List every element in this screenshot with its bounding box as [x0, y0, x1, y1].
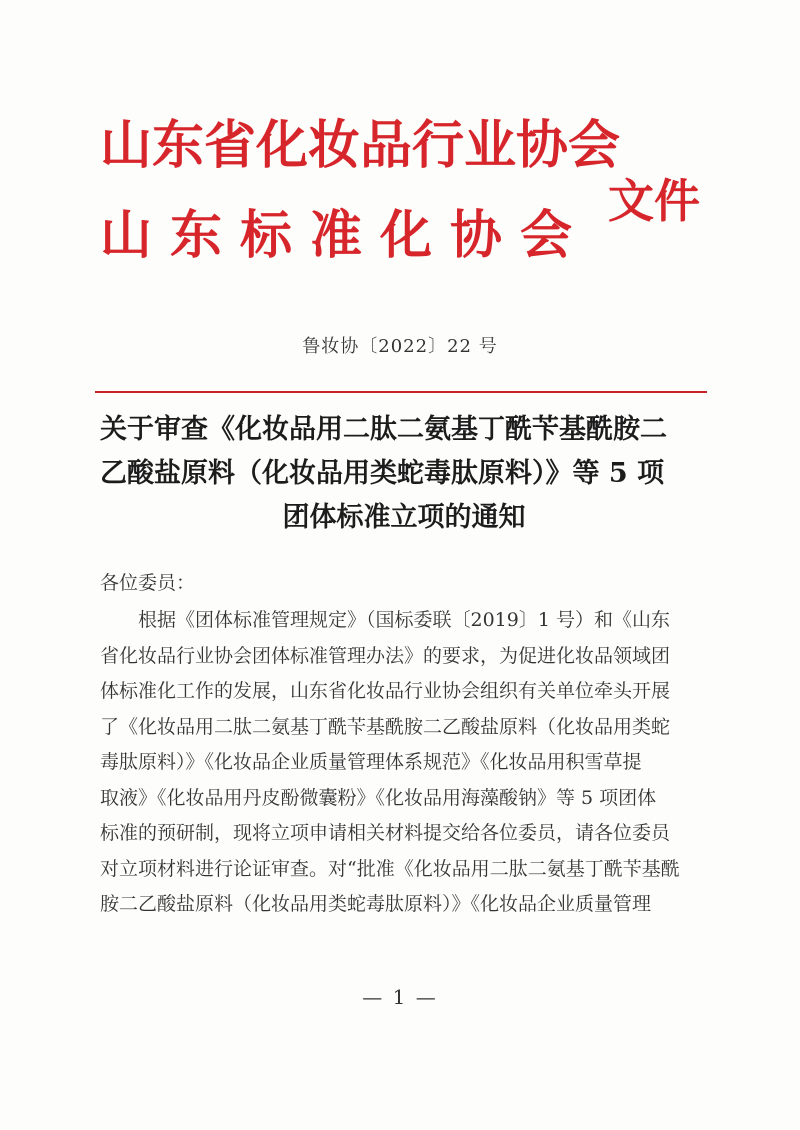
- body-line: 体标准化工作的发展，山东省化妆品行业协会组织有关单位牵头开展: [100, 680, 671, 702]
- title-line-1: 关于审查《化妆品用二肽二氨基丁酰苄基酰胺二: [100, 414, 667, 445]
- document-number: 鲁妆协〔2022〕22 号: [302, 336, 498, 357]
- org-name-cosmetics-association: 山东省化妆品行业协会: [100, 115, 621, 176]
- red-divider-line: [95, 391, 707, 393]
- body-line: 了《化妆品用二肽二氨基丁酰苄基酰胺二乙酸盐原料（化妆品用类蛇: [100, 715, 671, 738]
- body-line: 根据《团体标准管理规定》（国标委联〔2019〕1 号）和《山东: [138, 609, 670, 631]
- body-line: 取液》《化妆品用丹皮酚微囊粉》《化妆品用海藻酸钠》等 5 项团体: [100, 786, 657, 809]
- body-line: 标准的预研制，现将立项申请相关材料提交给各位委员，请各位委员: [100, 822, 671, 844]
- title-line-2: 乙酸盐原料（化妆品用类蛇毒肽原料）》等 5 项: [100, 458, 665, 489]
- org-name-standardization-association: 山东标准化协会: [100, 205, 591, 266]
- body-line: 对立项材料进行论证审查。对“批准《化妆品用二肽二氨基丁酰苄基酰: [100, 857, 680, 880]
- body-paragraph: [100, 603, 712, 923]
- page-number: — 1 —: [362, 985, 438, 1009]
- body-line: 省化妆品行业协会团体标准管理办法》的要求，为促进化妆品领域团: [100, 644, 671, 667]
- salutation: 各位委员：: [100, 572, 196, 594]
- body-line: 毒肽原料）》《化妆品企业质量管理体系规范》《化妆品用积雪草提: [100, 751, 642, 773]
- document-type-label: 文件: [608, 174, 700, 228]
- title-line-3: 团体标准立项的通知: [282, 502, 526, 533]
- notice-title: [100, 408, 708, 540]
- body-line: 胺二乙酸盐原料（化妆品用类蛇毒肽原料）》《化妆品企业质量管理: [100, 893, 652, 915]
- letterhead: [100, 95, 720, 285]
